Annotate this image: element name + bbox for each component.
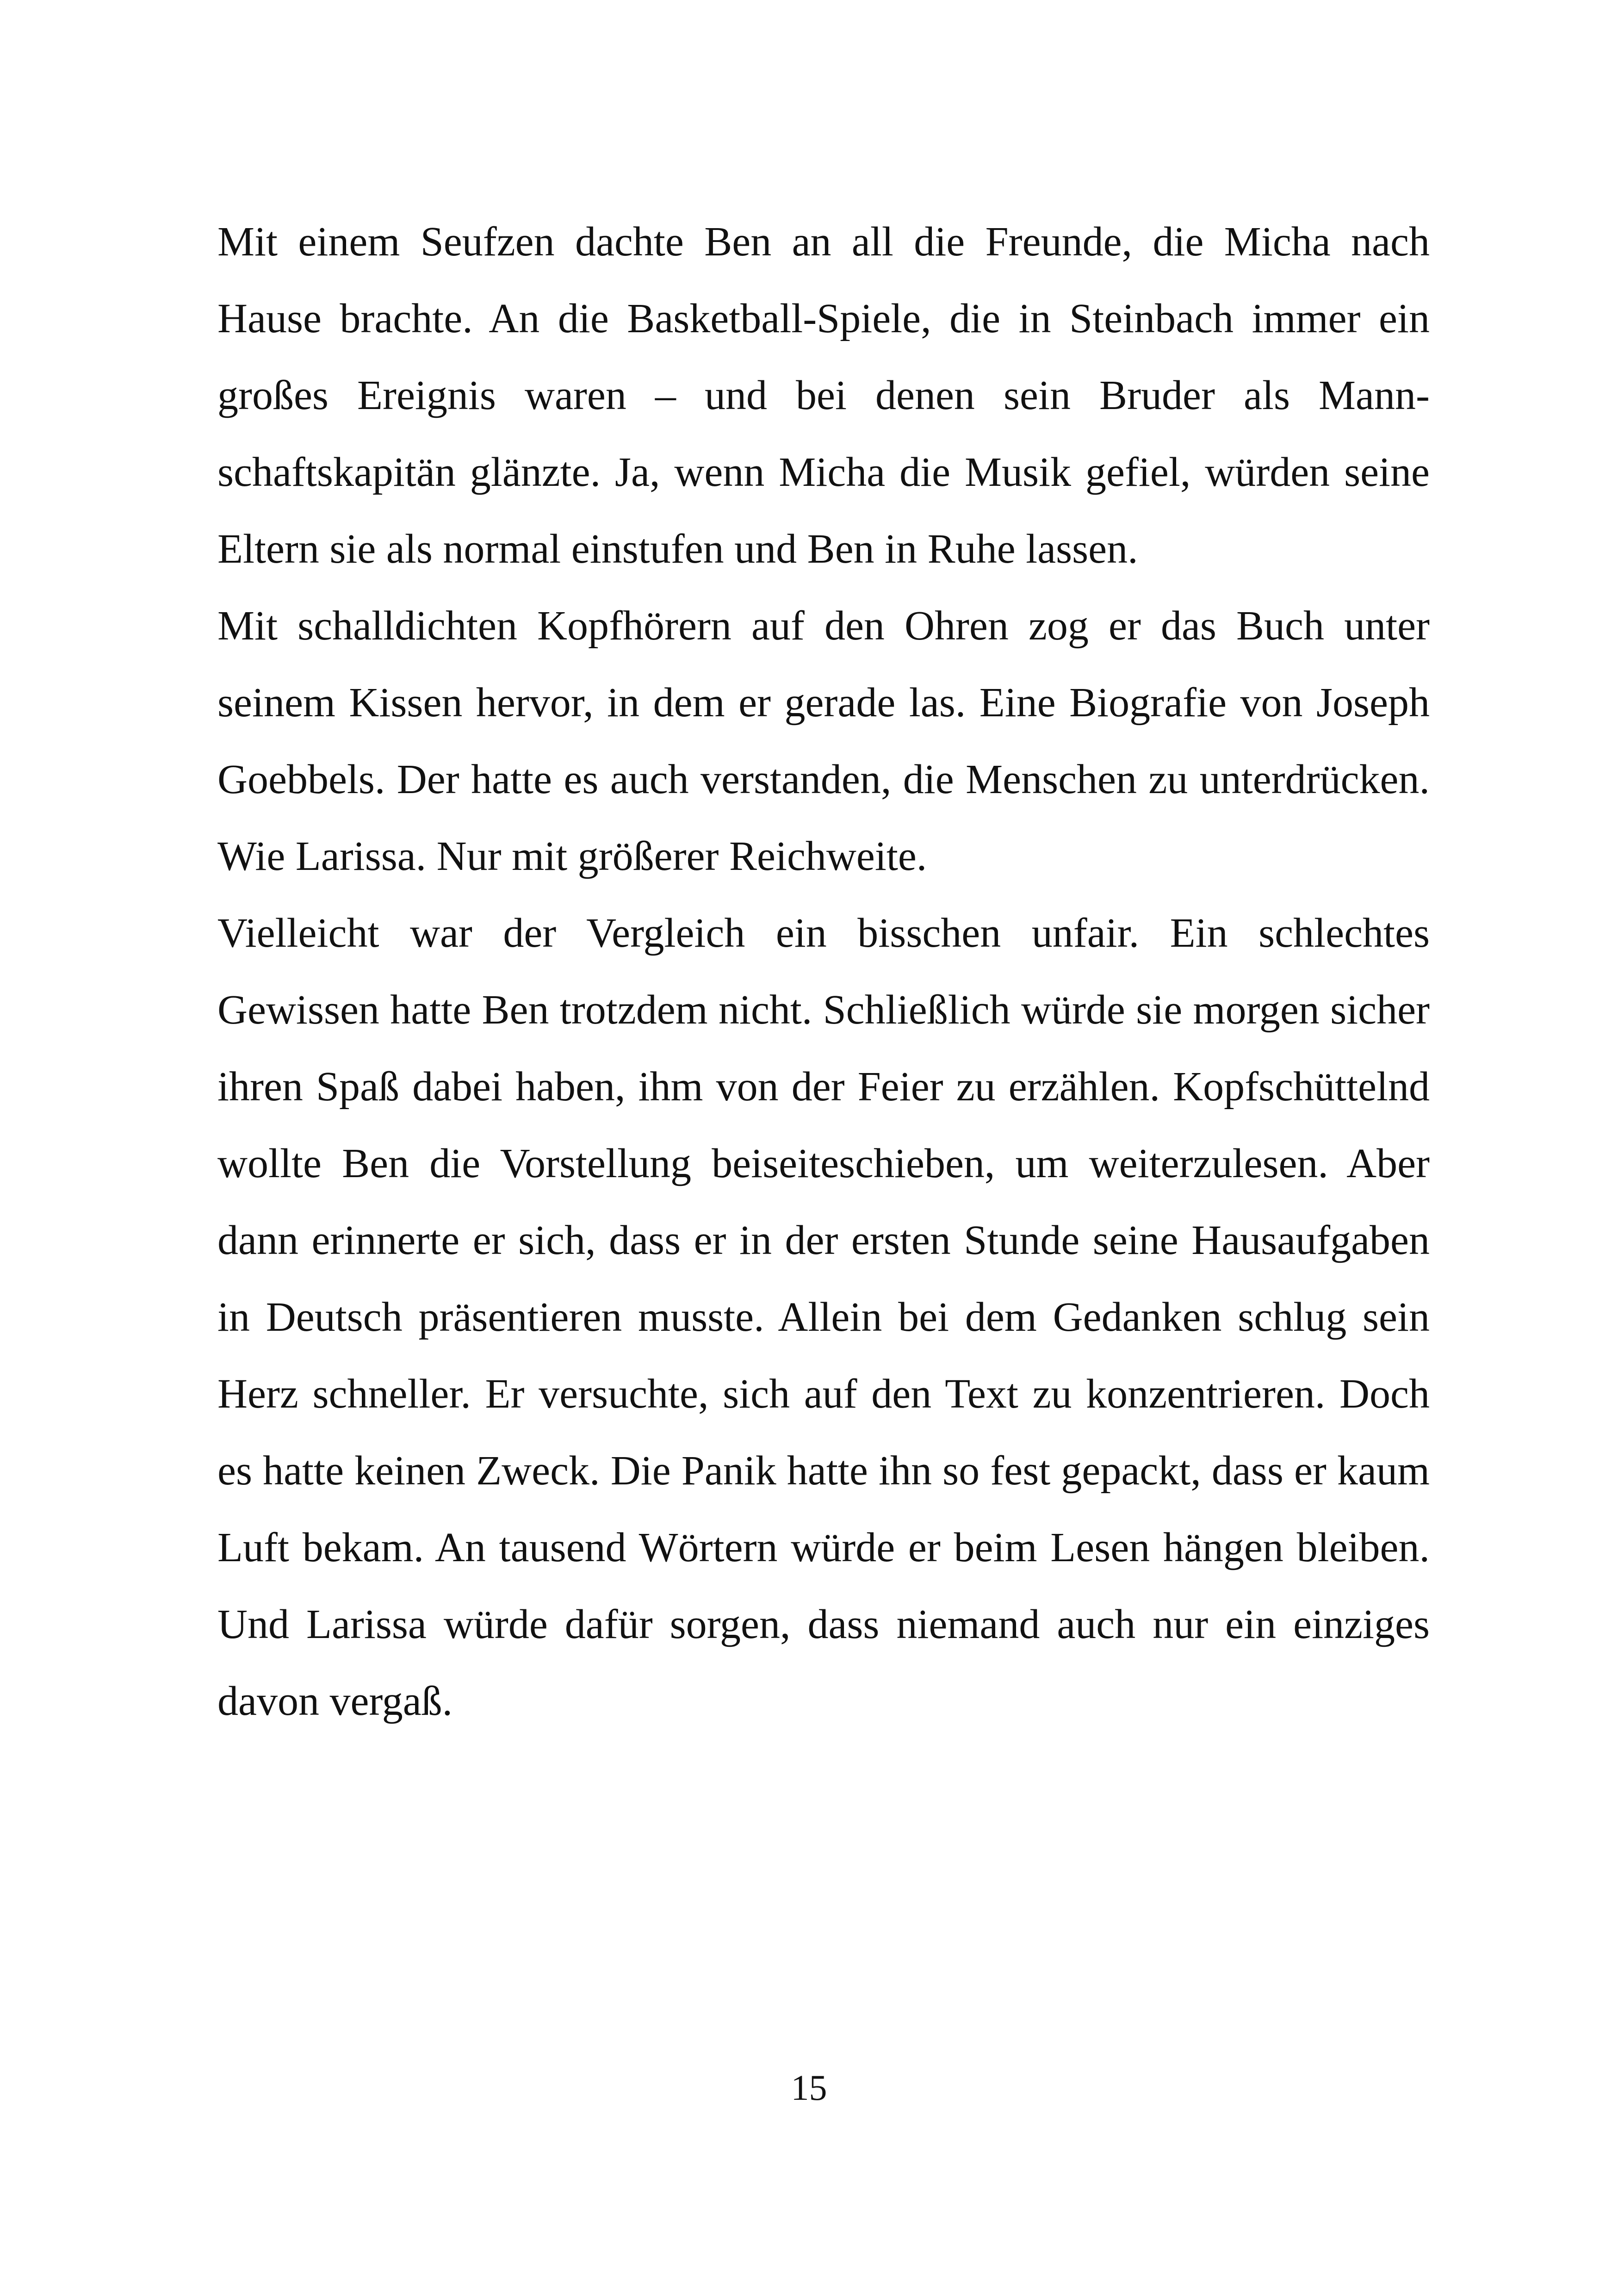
paragraph-1: Mit einem Seufzen dachte Ben an all die Freunde, die Micha nach Hause brachte. An die Basketball-Spiele, die in Steinbach immer ein großes Ereignis waren – und bei denen sein Bruder als Mannschaftskapitän glänzte. Ja, wenn Micha die Musik gefiel, würden seine Eltern sie als normal einstufen und Ben in Ruhe lassen. — [217, 219, 1430, 572]
page-number: 15 — [791, 2067, 827, 2108]
paragraph-2: Mit schalldichten Kopfhörern auf den Ohren zog er das Buch unter seinem Kissen hervor, in dem er gerade las. Eine Biografie von Joseph Goebbels. Der hatte es auch verstanden, die Menschen zu unterdrücken. Wie Larissa. Nur mit größerer Reichweite. — [217, 603, 1430, 879]
paragraph-3: Vielleicht war der Vergleich ein bisschen unfair. Ein schlechtes Gewissen hatte Ben trotzdem nicht. Schließlich würde sie morgen sicher ihren Spaß dabei haben, ihm von der Feier zu erzählen. Kopfschüttelnd wollte Ben die Vorstellung beiseiteschieben, um weiterzulesen. Aber dann erinnerte er sich, dass er in der ersten Stunde seine Hausaufgaben in Deutsch präsentieren musste. Allein bei dem Gedanken schlug sein Herz schneller. Er versuchte, sich auf den Text zu konzentrieren. Doch es hatte keinen Zweck. Die Panik hatte ihn so fest gepackt, dass er kaum Luft bekam. An tausend Wörtern würde er beim Lesen hängen bleiben. Und Larissa würde dafür sorgen, dass niemand auch nur ein einziges davon vergaß. — [217, 910, 1430, 1724]
body-text — [217, 204, 1430, 1740]
